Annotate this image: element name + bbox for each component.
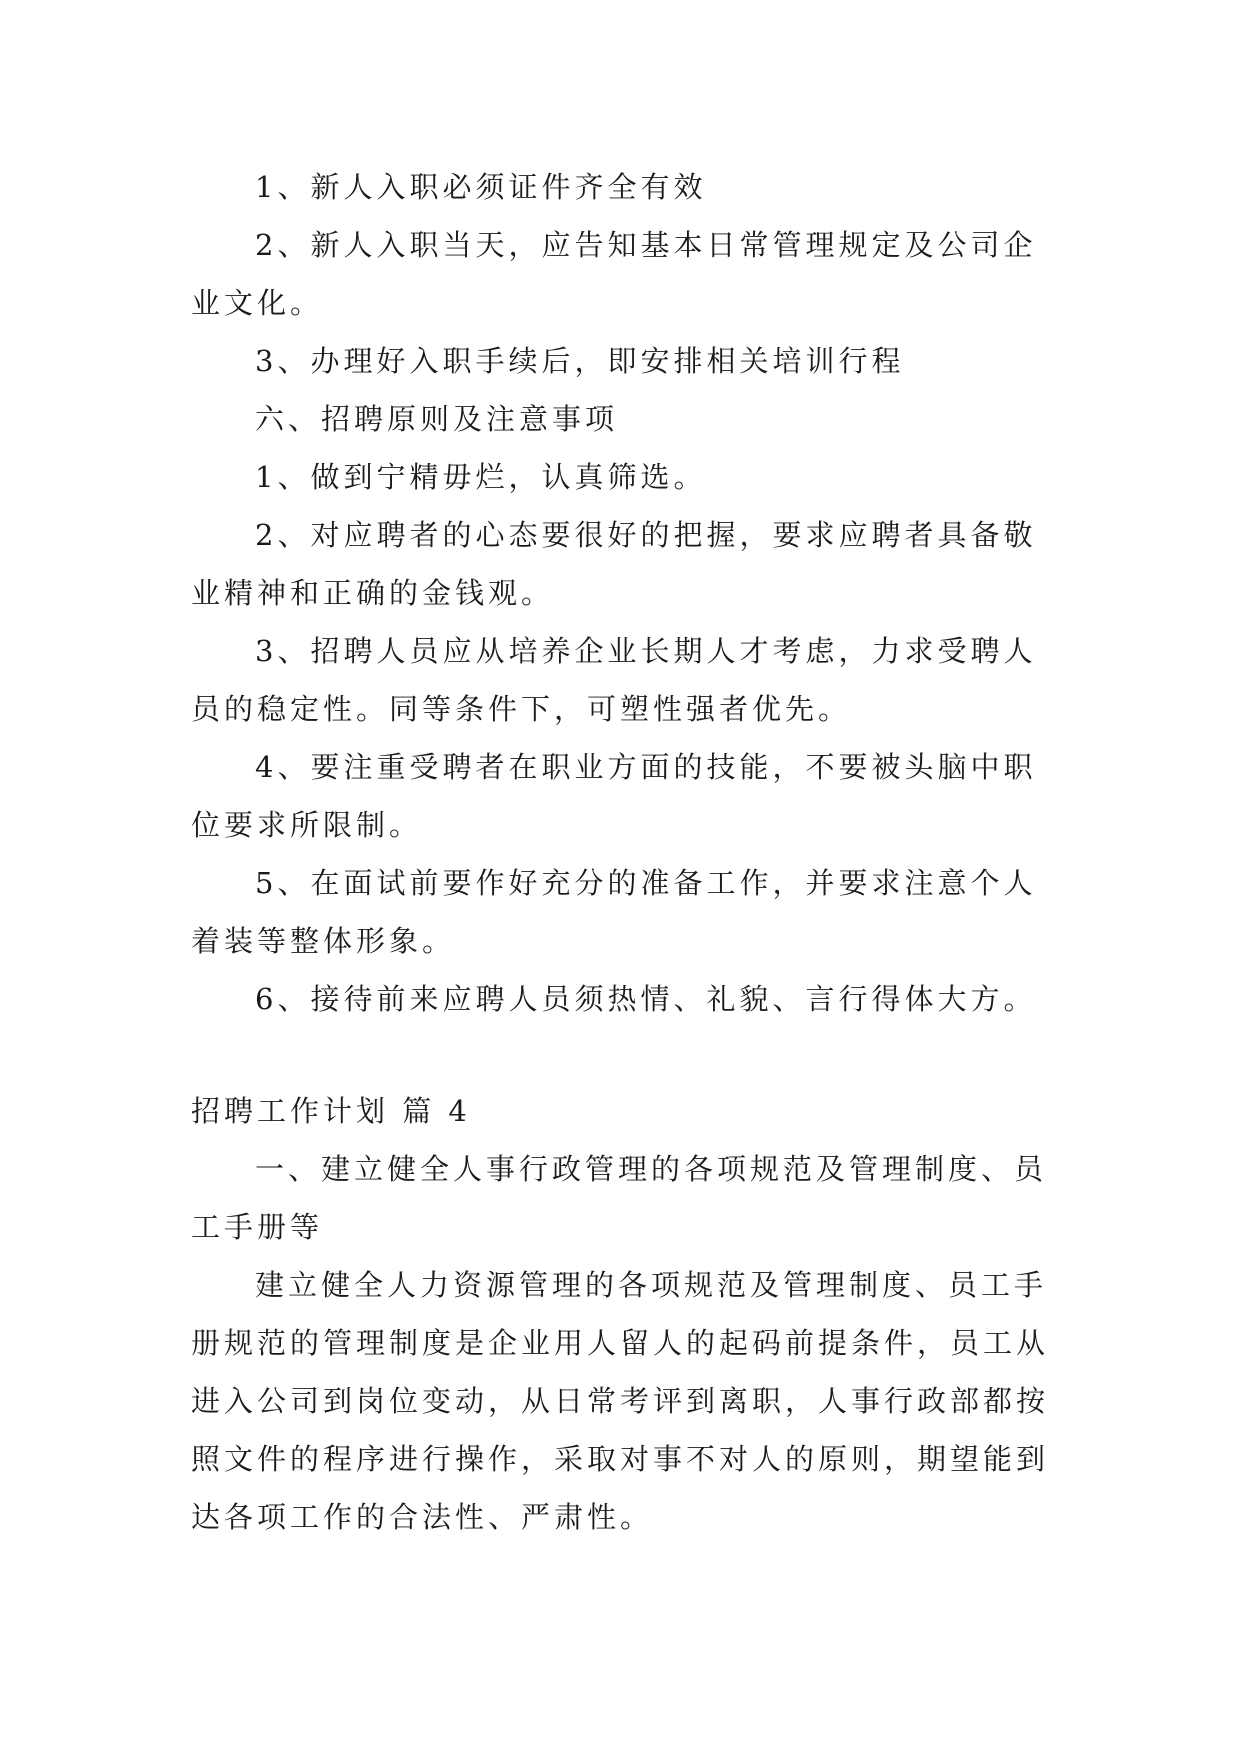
paragraph: 1、新人入职必须证件齐全有效: [255, 170, 707, 204]
paragraph: 6、接待前来应聘人员须热情、礼貌、言行得体大方。: [255, 982, 1037, 1016]
section-b: [191, 1140, 1051, 1546]
paragraph: 2、新人入职当天，应告知基本日常管理规定及公司企业文化。: [191, 228, 1037, 320]
paragraph: 一、建立健全人事行政管理的各项规范及管理制度、员工手册等: [191, 1152, 1048, 1244]
paragraph: 3、招聘人员应从培养企业长期人才考虑，力求受聘人员的稳定性。同等条件下，可塑性强者优先。: [191, 634, 1037, 726]
document-heading: 招聘工作计划 篇 4: [191, 1094, 471, 1128]
paragraph: 2、对应聘者的心态要很好的把握，要求应聘者具备敬业精神和正确的金钱观。: [191, 518, 1037, 610]
paragraph: 5、在面试前要作好充分的准备工作，并要求注意个人着装等整体形象。: [191, 866, 1037, 958]
section-heading: 六、招聘原则及注意事项: [255, 402, 619, 436]
paragraph: 3、办理好入职手续后，即安排相关培训行程: [255, 344, 905, 378]
paragraph: 建立健全人力资源管理的各项规范及管理制度、员工手册规范的管理制度是企业用人留人的起码前提条件，员工从进入公司到岗位变动，从日常考评到离职，人事行政部都按照文件的程序进行操作，采取对事不对人的原则，期望能到达各项工作的合法性、严肃性。: [191, 1268, 1050, 1534]
paragraph: 4、要注重受聘者在职业方面的技能，不要被头脑中职位要求所限制。: [191, 750, 1037, 842]
paragraph: 1、做到宁精毋烂，认真筛选。: [255, 460, 707, 494]
section-a: [191, 158, 1051, 1028]
